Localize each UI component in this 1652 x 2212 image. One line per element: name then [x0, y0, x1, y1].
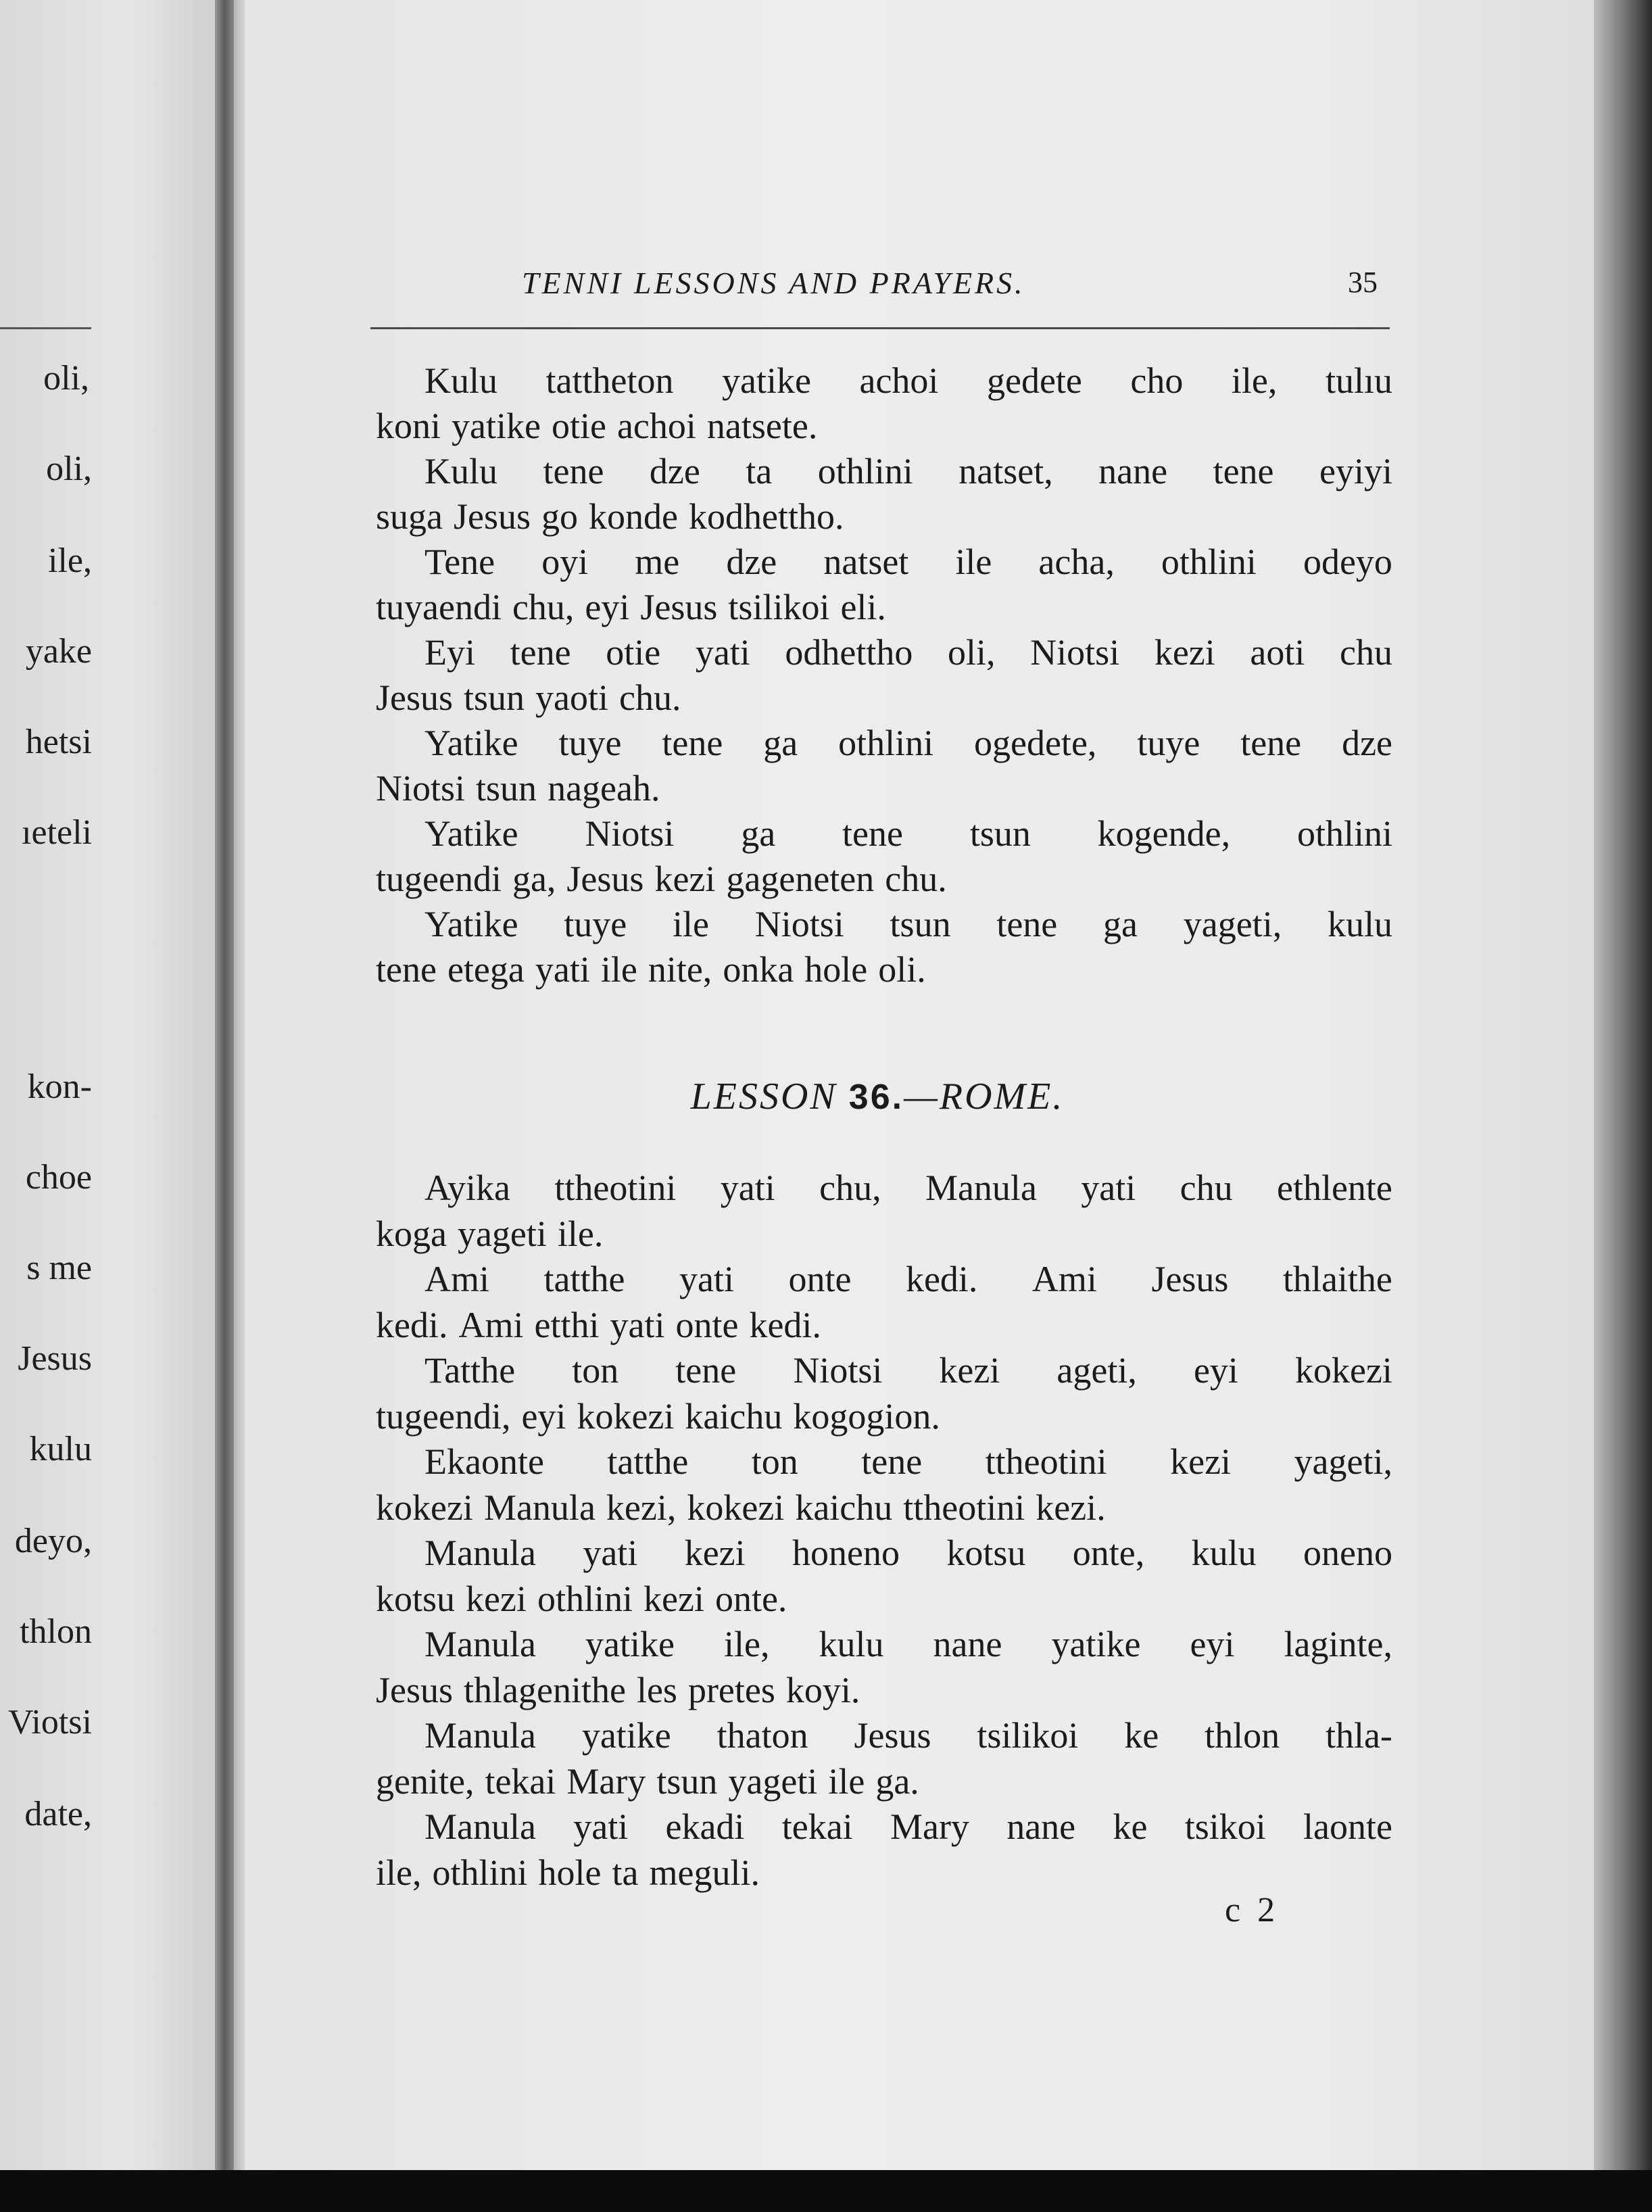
word: konde — [589, 496, 678, 537]
word: onte — [675, 1304, 739, 1345]
previous-page-rule — [0, 327, 91, 329]
word: ethlente — [1276, 1168, 1392, 1208]
word: ta — [612, 1852, 639, 1893]
word: tatthe — [607, 1441, 689, 1482]
word: eyiyi — [1319, 451, 1392, 491]
word: chu — [1180, 1168, 1233, 1208]
word: ga — [741, 813, 776, 854]
word: laginte, — [1284, 1624, 1392, 1664]
word: ton — [572, 1350, 619, 1391]
word: ttheotini — [985, 1441, 1107, 1482]
word: ile — [828, 1760, 865, 1802]
word: yati — [583, 1533, 638, 1573]
previous-page-word: deyo, — [14, 1522, 92, 1560]
word: Ami — [424, 1259, 490, 1299]
word: koga — [376, 1213, 447, 1254]
paragraph-first-line — [376, 541, 1392, 583]
running-head: TENNI LESSONS AND PRAYERS. — [522, 266, 1025, 300]
word: yati — [1081, 1168, 1136, 1208]
word: oli, — [948, 632, 996, 673]
word: ttheotini — [554, 1168, 677, 1208]
word: kulu — [819, 1624, 884, 1664]
word: kezi. — [1036, 1487, 1106, 1528]
word: tuye — [1137, 723, 1200, 763]
paragraph-first-line — [376, 903, 1392, 945]
word: chu — [1340, 632, 1392, 673]
word: kezi — [1170, 1441, 1232, 1482]
word: oneno — [1303, 1533, 1392, 1573]
word: hole — [804, 949, 868, 990]
previous-page-word: oli, — [46, 450, 92, 488]
previous-page-word: yake — [25, 632, 92, 671]
word: Jesus — [854, 1715, 931, 1756]
word: aoti — [1250, 632, 1305, 673]
previous-page-word: s me — [26, 1249, 92, 1287]
word: go — [541, 496, 578, 537]
word: Tatthe — [424, 1350, 516, 1391]
word: ile — [673, 904, 710, 944]
paragraph-last-line — [376, 496, 1392, 537]
word: othlini — [537, 1578, 633, 1619]
word: kezi — [643, 1578, 704, 1619]
word: Manula — [424, 1715, 536, 1756]
word: ttheotini — [903, 1487, 1025, 1528]
word: othlini — [1296, 813, 1392, 854]
word: yatike — [722, 360, 811, 401]
word: etega — [447, 949, 525, 990]
word: chu, — [819, 1168, 881, 1208]
word: onte — [788, 1259, 852, 1299]
word: Ayika — [424, 1168, 511, 1208]
word: yati — [720, 1168, 775, 1208]
paragraph-last-line — [376, 1487, 1392, 1529]
word: kokezi — [1294, 1350, 1392, 1391]
word: natsete. — [706, 406, 818, 446]
word: ton — [751, 1441, 798, 1482]
word: tattheton — [545, 360, 674, 401]
paragraph-last-line — [376, 1395, 1392, 1437]
word: tsun — [476, 768, 537, 809]
word: kezi — [654, 859, 716, 899]
word: Yatike — [424, 904, 518, 944]
previous-page-word: oli, — [43, 359, 89, 398]
paragraph-last-line — [376, 858, 1392, 900]
paragraph-first-line — [376, 722, 1392, 764]
word: yati — [695, 632, 750, 673]
paragraph-last-line — [376, 1578, 1392, 1620]
word: pretes — [687, 1669, 775, 1710]
word: ile — [955, 542, 992, 582]
word: kotsu — [946, 1533, 1026, 1573]
word: Niotsi — [1030, 632, 1120, 673]
word: Jesus — [640, 587, 718, 627]
word: tuye — [558, 723, 622, 763]
word: thla- — [1325, 1715, 1392, 1756]
word: honeno — [792, 1533, 900, 1573]
word: achoi — [616, 406, 696, 446]
word: othlini — [838, 723, 934, 763]
previous-page-word: hetsi — [25, 723, 92, 761]
word: ile, — [723, 1624, 770, 1664]
word: Kulu — [424, 360, 497, 401]
signature-mark: c 2 — [1225, 1891, 1280, 1929]
word: nane — [1006, 1806, 1076, 1847]
word: nane — [1098, 451, 1168, 491]
word: tuyaendi — [376, 587, 502, 627]
word: hole — [538, 1852, 602, 1893]
word: nageah. — [548, 768, 660, 809]
word: eyi — [1190, 1624, 1235, 1664]
word: tsun — [890, 904, 951, 944]
paragraph-first-line — [376, 1532, 1392, 1574]
word: yati — [679, 1259, 734, 1299]
paragraph-first-line — [376, 631, 1392, 673]
word: les — [636, 1669, 677, 1710]
word: tekai — [485, 1760, 556, 1802]
lesson-heading — [0, 1075, 1652, 1118]
word: Niotsi — [793, 1350, 883, 1391]
word: ile. — [557, 1213, 604, 1254]
word: ke — [1124, 1715, 1159, 1756]
word: thaton — [716, 1715, 808, 1756]
word: kokezi — [687, 1487, 785, 1528]
word: koyi. — [785, 1669, 860, 1710]
word: ga. — [875, 1760, 919, 1802]
word: kaichu — [685, 1395, 783, 1437]
word: onte. — [714, 1578, 787, 1619]
word: kokezi — [376, 1487, 473, 1528]
word: Jesus — [1151, 1259, 1229, 1299]
word: thlagenithe — [464, 1669, 626, 1710]
paragraph-first-line — [376, 1714, 1392, 1756]
lesson-prefix: LESSON — [690, 1076, 837, 1117]
word: ekadi — [665, 1806, 745, 1847]
word: yati — [573, 1806, 629, 1847]
previous-page-word: Viotsi — [7, 1703, 92, 1741]
word: yageti, — [1294, 1441, 1392, 1482]
word: genite, — [376, 1760, 475, 1802]
word: thlon — [1205, 1715, 1280, 1756]
word: eyi — [521, 1395, 566, 1437]
word: kulu — [1191, 1533, 1257, 1573]
previous-page-word: Jesus — [18, 1339, 92, 1378]
word: kokezi — [577, 1395, 675, 1437]
word: Ami — [458, 1304, 524, 1345]
previous-page-word: choe — [25, 1158, 92, 1197]
lesson-number: 36. — [848, 1078, 904, 1117]
paragraph-first-line — [376, 1806, 1392, 1848]
word: yatike — [1051, 1624, 1141, 1664]
word: Jesus — [566, 859, 644, 899]
word: Ekaonte — [424, 1441, 544, 1482]
word: tugeendi — [376, 859, 502, 899]
word: tene — [675, 1350, 737, 1391]
word: odeyo — [1303, 542, 1392, 582]
word: gedete — [986, 360, 1082, 401]
word: kulu — [1327, 904, 1392, 944]
word: tulıu — [1325, 360, 1392, 401]
word: yatike — [585, 1624, 675, 1664]
word: otie — [606, 632, 661, 673]
word: ga — [1103, 904, 1138, 944]
word: etthi — [534, 1304, 600, 1345]
word: ke — [1113, 1806, 1148, 1847]
paragraph-first-line — [376, 1349, 1392, 1391]
word: achoi — [859, 360, 939, 401]
word: cho — [1130, 360, 1184, 401]
paragraph-first-line — [376, 1167, 1392, 1209]
word: me — [635, 542, 680, 582]
word: Tene — [424, 542, 495, 582]
header-rule — [370, 327, 1390, 329]
word: yati — [610, 1304, 665, 1345]
word: Jesus — [376, 677, 454, 718]
word: kezi — [684, 1533, 746, 1573]
paragraph-last-line — [376, 1669, 1392, 1711]
paragraph-last-line — [376, 767, 1392, 809]
paragraph-first-line — [376, 1258, 1392, 1300]
word: Manula — [424, 1624, 536, 1664]
word: Niotsi — [585, 813, 675, 854]
previous-page-word: kon- — [27, 1067, 92, 1106]
paragraph-first-line — [376, 1623, 1392, 1665]
word: kaichu — [795, 1487, 893, 1528]
word: oyi — [541, 542, 589, 582]
word: laonte — [1303, 1806, 1392, 1847]
word: tekai — [781, 1806, 853, 1847]
word: chu. — [619, 677, 681, 718]
word: onte, — [1072, 1533, 1145, 1573]
word: yati — [535, 949, 590, 990]
word: meguli. — [649, 1852, 760, 1893]
word: ile, — [376, 1852, 422, 1893]
word: kodhettho. — [688, 496, 844, 537]
word: yatike — [581, 1715, 671, 1756]
paragraph-first-line — [376, 360, 1392, 402]
word: ta — [746, 451, 773, 491]
paragraph-last-line — [376, 1760, 1392, 1802]
word: chu. — [885, 859, 947, 899]
word: tsun — [969, 813, 1031, 854]
word: ile, — [1231, 360, 1278, 401]
word: nane — [933, 1624, 1002, 1664]
word: yaoti — [535, 677, 609, 718]
word: eli. — [840, 587, 886, 627]
paragraph-last-line — [376, 586, 1392, 628]
word: Niotsi — [376, 768, 466, 809]
word: yageti, — [1183, 904, 1282, 944]
word: kotsu — [376, 1578, 456, 1619]
word: tsilikoi — [728, 587, 830, 627]
word: dze — [649, 451, 700, 491]
word: tsikoi — [1184, 1806, 1266, 1847]
word: kedi. — [376, 1304, 448, 1345]
word: koni — [376, 406, 441, 446]
word: thlaithe — [1282, 1259, 1392, 1299]
paragraph-last-line — [376, 405, 1392, 447]
word: chu, — [512, 587, 575, 627]
word: yageti — [457, 1213, 547, 1254]
word: tsilikoi — [977, 1715, 1079, 1756]
previous-page-word: kulu — [29, 1430, 92, 1468]
word: Manula — [424, 1806, 536, 1847]
previous-page-word: date, — [24, 1795, 92, 1833]
word: othlini — [432, 1852, 528, 1893]
word: kogende, — [1097, 813, 1231, 854]
word: ga, — [512, 859, 556, 899]
word: tene — [1213, 451, 1274, 491]
paragraph-last-line — [376, 677, 1392, 719]
word: ile — [600, 949, 637, 990]
word: Ami — [1031, 1259, 1097, 1299]
word: Jesus — [376, 1669, 454, 1710]
paragraph-first-line — [376, 1441, 1392, 1483]
word: tatthe — [543, 1259, 625, 1299]
word: Manula — [424, 1533, 536, 1573]
word: kedi. — [749, 1304, 821, 1345]
word: tsun — [656, 1760, 718, 1802]
word: kezi — [1154, 632, 1215, 673]
word: kezi — [939, 1350, 1000, 1391]
word: tene — [996, 904, 1058, 944]
word: tugeendi, — [376, 1395, 511, 1437]
word: onka — [723, 949, 794, 990]
word: yatike — [452, 406, 541, 446]
paragraph-last-line — [376, 1852, 1392, 1894]
word: ageti, — [1056, 1350, 1137, 1391]
word: nite, — [648, 949, 712, 990]
word: Jesus — [453, 496, 531, 537]
word: Manula — [925, 1168, 1037, 1208]
word: Yatike — [424, 723, 518, 763]
word: tuye — [564, 904, 627, 944]
word: natset, — [958, 451, 1053, 491]
paragraph-last-line — [376, 1304, 1392, 1346]
word: oli. — [878, 949, 926, 990]
word: natset — [823, 542, 909, 582]
scan-background — [0, 2170, 1652, 2212]
word: kedi. — [905, 1259, 978, 1299]
word: ogedete, — [974, 723, 1097, 763]
previous-page-word: ıeteli — [22, 813, 92, 852]
word: acha, — [1038, 542, 1115, 582]
word: dze — [1342, 723, 1392, 763]
paragraph-last-line — [376, 1213, 1392, 1255]
word: tsun — [464, 677, 525, 718]
word: odhettho — [785, 632, 913, 673]
word: Yatike — [424, 813, 518, 854]
word: tene — [861, 1441, 923, 1482]
word: tene — [376, 949, 437, 990]
word: suga — [376, 496, 443, 537]
word: otie — [551, 406, 606, 446]
word: Manula — [483, 1487, 596, 1528]
previous-page-word: ile, — [48, 542, 92, 580]
word: eyi — [585, 587, 630, 627]
word: kezi — [466, 1578, 527, 1619]
paragraph-first-line — [376, 813, 1392, 855]
word: Eyi — [424, 632, 475, 673]
page-number: 35 — [1348, 266, 1378, 299]
word: Niotsi — [754, 904, 844, 944]
paragraph-first-line — [376, 450, 1392, 492]
word: Kulu — [424, 451, 497, 491]
word: othlini — [1161, 542, 1257, 582]
word: tene — [1240, 723, 1302, 763]
word: othlini — [817, 451, 913, 491]
word: Mary — [890, 1806, 969, 1847]
word: tene — [510, 632, 571, 673]
word: eyi — [1193, 1350, 1238, 1391]
word: kogogion. — [793, 1395, 940, 1437]
word: dze — [726, 542, 777, 582]
word: ga — [763, 723, 798, 763]
previous-page-word: thlon — [20, 1612, 92, 1651]
word: gageneten — [726, 859, 875, 899]
word: kezi, — [606, 1487, 677, 1528]
word: Mary — [566, 1760, 646, 1802]
lesson-suffix: —ROME. — [904, 1076, 1065, 1117]
paragraph-last-line — [376, 948, 1392, 990]
word: tene — [662, 723, 723, 763]
word: yageti — [728, 1760, 818, 1802]
word: tene — [543, 451, 604, 491]
word: tene — [842, 813, 903, 854]
